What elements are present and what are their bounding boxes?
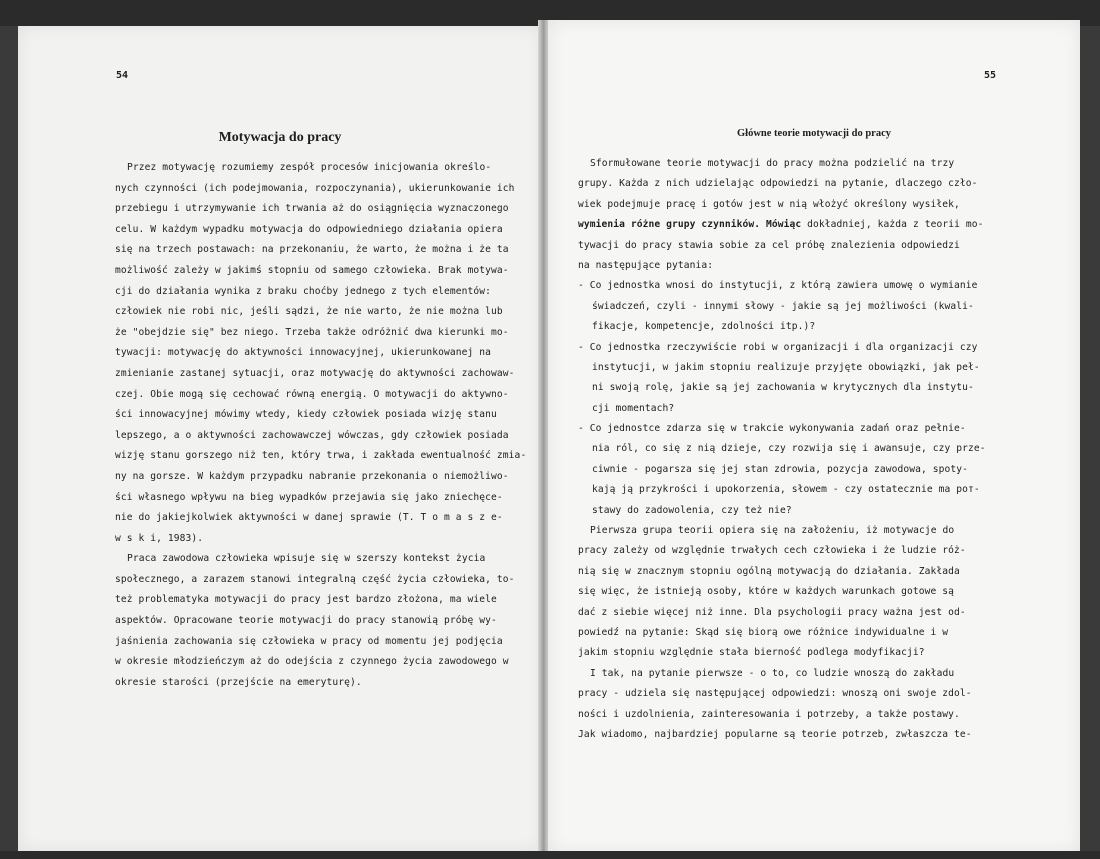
text-line: stawy do zadowolenia, czy też nie? xyxy=(592,504,792,516)
text-line: celu. W każdym wypadku motywacja do odpowiedniego działania opiera xyxy=(115,223,503,235)
text-line: pracy zależy od względnie trwałych cech człowieka i że ludzie róż- xyxy=(578,545,966,557)
text-line: możliwość zależy w jakimś stopniu od samego człowieka. Brak motywa- xyxy=(115,264,509,276)
text-line: jaśnienia zachowania się człowieka w pracy od momentu jej podjęcia xyxy=(115,635,503,647)
text-line: Przez motywację rozumiemy zespół procesów inicjowania określo- xyxy=(127,162,492,173)
text-line: nią się w znacznym stopniu ogólną motywacją do działania. Zakłada xyxy=(578,565,960,577)
text-line: w s k i, 1983). xyxy=(115,532,204,544)
list-item: - Co jednostka wnosi do instytucji, z którą zawiera umowę o wymianie xyxy=(578,280,978,292)
text-line: ni swoją rolę, jakie są jej zachowania w krytycznych dla instytu- xyxy=(592,382,974,394)
text-line: ści innowacyjnej mówimy wtedy, kiedy człowiek posiada wizję stanu xyxy=(115,409,497,421)
text-line: ciwnie - pogarsza się jej stan zdrowia, pozycja zawodowa, spoty- xyxy=(592,463,969,475)
text-line: się na trzech postawach: na przekonaniu, że warto, że można i że ta xyxy=(115,244,509,256)
text-line: kają ją przykrości i upokorzenia, słowem - czy ostatecznie ma poт- xyxy=(592,484,980,496)
bold-phrase: wymienia różne grupy czynników. Mówiąc xyxy=(578,219,802,231)
text-line: cji momentach? xyxy=(592,402,675,414)
text-line: nych czynności (ich podejmowania, rozpoczynania), ukierunkowanie ich xyxy=(115,182,515,194)
text-line: I tak, na pytanie pierwsze - o to, co ludzie wnoszą do zakładu xyxy=(590,667,955,679)
text-line: tywacji do pracy stawia sobie za cel próbę znalezienia odpowiedzi xyxy=(578,239,960,251)
text-line: dać z siebie więcej niż inne. Dla psychologii pracy ważna jest od- xyxy=(578,606,966,618)
text-line: ny na gorsze. W każdym przypadku nabranie przekonania o niemożliwo- xyxy=(115,470,509,482)
text-line: zmienianie zastanej sytuacji, oraz motywację do aktywności zachowaw- xyxy=(115,367,515,379)
text-line: fikacje, kompetencje, zdolności itp.)? xyxy=(592,321,816,333)
text-line: że "obejdzie się" bez niego. Trzeba także odróżnić dwa kierunki mo- xyxy=(115,326,509,338)
text-line: świadczeń, czyli - innymi słowy - jakie są jej możliwości (kwali- xyxy=(592,300,974,312)
text-line: powiedź na pytanie: Skąd się biorą owe różnice indywidualne i w xyxy=(578,626,949,638)
text-line: ści własnego wpływu na bieg wypadków przejawia się jako zniechęce- xyxy=(115,491,503,503)
text-line: aspektów. Opracowane teorie motywacji do pracy stanowią próbę wy- xyxy=(115,615,497,627)
text-line: Jak wiadomo, najbardziej popularne są teorie potrzeb, zwłaszcza te- xyxy=(578,728,972,740)
chapter-title: Motywacja do pracy xyxy=(218,130,342,145)
text-line: czej. Obie mogą się cechować równą energią. O motywacji do aktywno- xyxy=(115,388,509,400)
text-body xyxy=(115,158,525,693)
text-line: cji do działania wynika z braku choćby jednego z tych elementów: xyxy=(115,285,492,297)
text-line: tywacji: motywację do aktywności innowacyjnej, ukierunkowanej na xyxy=(115,347,492,359)
section-title: Główne teorie motywacji do pracy xyxy=(737,128,891,139)
text-line: wiek podejmuje pracę i gotów jest w nią włożyć określony wysiłek, xyxy=(578,198,960,210)
text-line: społecznego, a zarazem stanowi integralną część życia człowieka, to- xyxy=(115,573,515,585)
text-line: na następujące pytania: xyxy=(578,259,714,271)
left-page xyxy=(18,26,542,852)
text-line: instytucji, w jakim stopniu realizuje przyjęte obowiązki, jak peł- xyxy=(592,361,980,373)
text-line: też problematyka motywacji do pracy jest bardzo złożona, ma wiele xyxy=(115,594,497,606)
text-line: wymienia różne grupy czynników. Mówiąc dokładniej, każda z teorii mo- xyxy=(578,219,984,231)
text-line: przebiegu i utrzymywanie ich trwania aż do osiągnięcia wyznaczonego xyxy=(115,203,509,215)
text-line: człowiek nie robi nic, jeśli sądzi, że nie warto, że nie można lub xyxy=(115,306,503,318)
text-line: grupy. Każda z nich udzielając odpowiedzi na pytanie, dlaczego czło- xyxy=(578,178,978,190)
text-line: Sformułowane teorie motywacji do pracy można podzielić na trzy xyxy=(590,158,955,169)
scanner-bottom-edge xyxy=(0,851,1100,859)
text-line: wizję stanu gorszego niż ten, który trwa, i zakłada ewentualność zmia- xyxy=(115,450,527,462)
text-line: się więc, że istnieją osoby, które w każdych warunkach gotowe są xyxy=(578,586,955,598)
text-line: Pierwsza grupa teorii opiera się na założeniu, iż motywacje do xyxy=(590,525,955,537)
list-item: - Co jednostka rzeczywiście robi w organizacji i dla organizacji czy xyxy=(578,341,978,353)
page-number: 54 xyxy=(116,70,129,81)
text-line: Praca zawodowa człowieka wpisuje się w szerszy kontekst życia xyxy=(127,553,486,565)
text-line: w okresie młodzieńczym aż do odejścia z czynnego życia zawodowego w xyxy=(115,656,509,668)
list-item: - Co jednostce zdarza się w trakcie wykonywania zadań oraz pełnie- xyxy=(578,423,966,435)
text-body xyxy=(578,154,1023,745)
text-line: lepszego, a o aktywności zachowawczej wówczas, gdy człowiek posiada xyxy=(115,429,509,441)
text-line: ności i uzdolnienia, zainteresowania i potrzeby, a także postawy. xyxy=(578,708,960,720)
text-line: nia ról, co się z nią dzieje, czy rozwija się i awansuje, czy prze- xyxy=(592,443,986,455)
text-line: pracy - udziela się następującej odpowiedzi: wnoszą oni swoje zdol- xyxy=(578,688,972,700)
right-page xyxy=(548,20,1080,853)
text-line: okresie starości (przejście na emeryturę). xyxy=(115,676,362,688)
text-line: nie do jakiejkolwiek aktywności w danej sprawie (T. T o m a s z e- xyxy=(115,512,503,524)
text-line: jakim stopniu względnie stała bierność podlega modyfikacji? xyxy=(578,647,925,659)
page-number: 55 xyxy=(983,70,996,81)
